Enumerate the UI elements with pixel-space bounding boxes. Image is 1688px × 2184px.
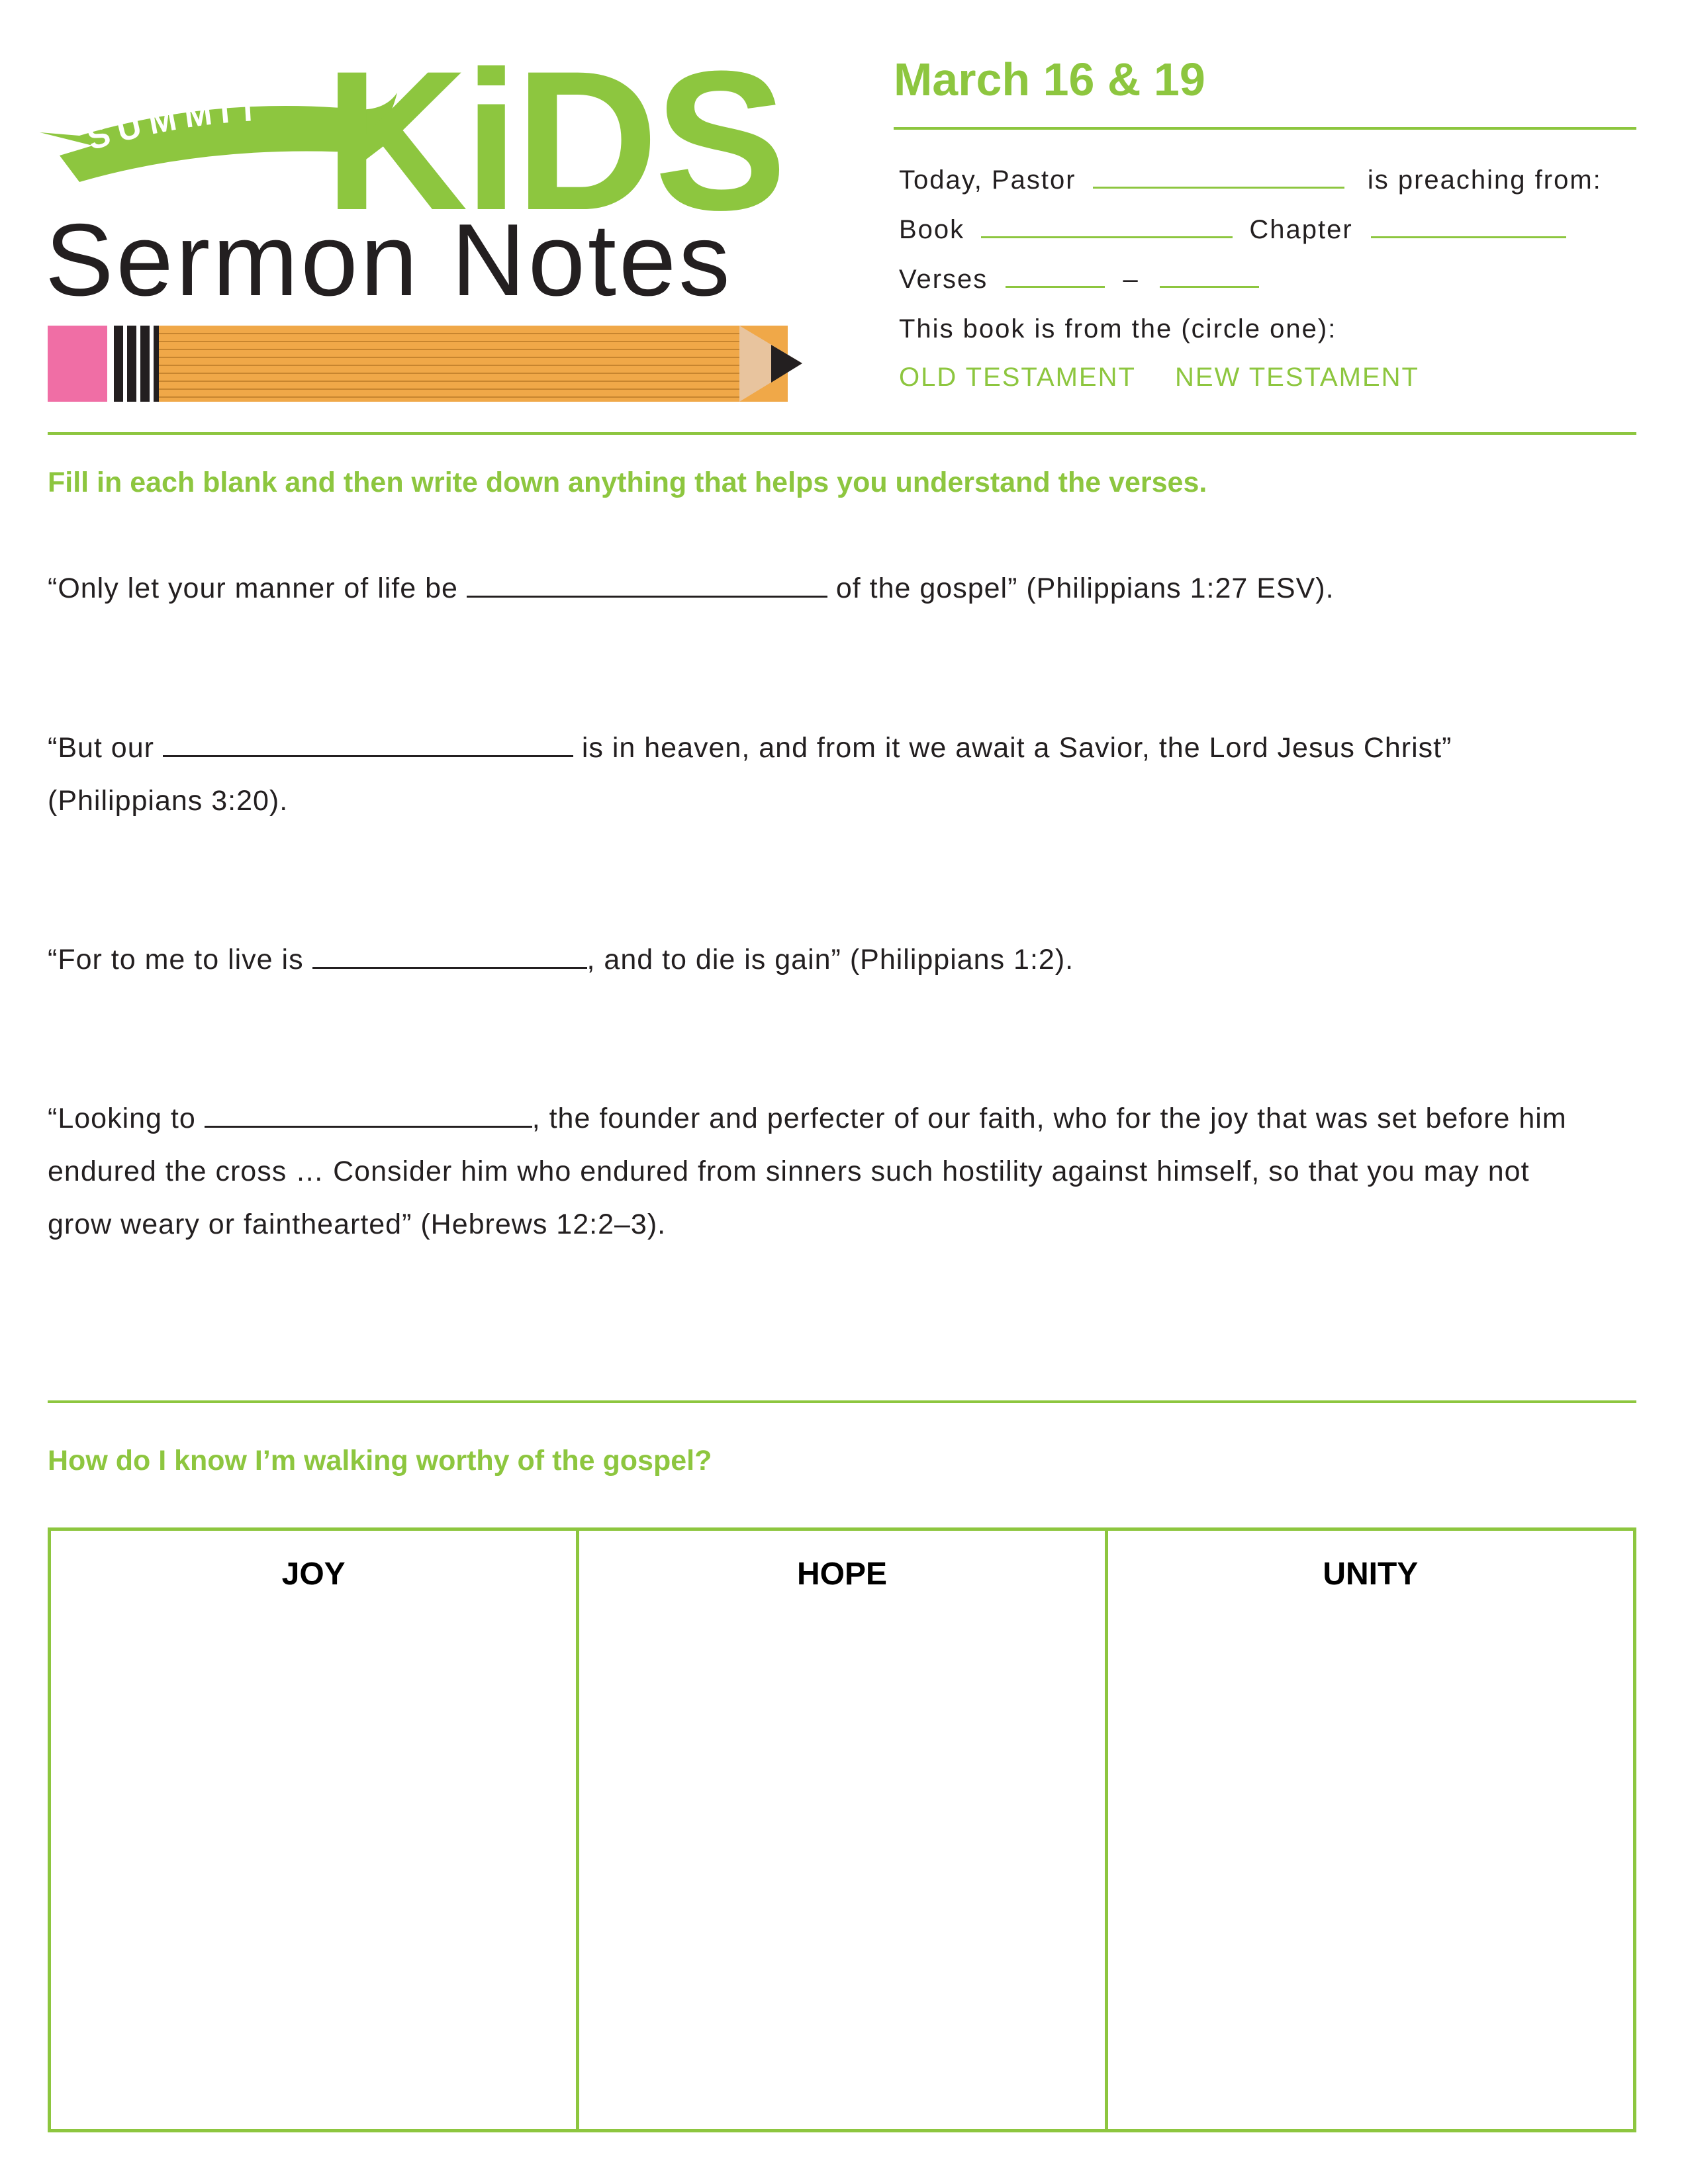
verse-end-blank[interactable] [1160, 267, 1259, 288]
summit-text: SUMMIT [83, 90, 267, 158]
pastor-suffix: is preaching from: [1367, 165, 1602, 195]
reflection-question: How do I know I’m walking worthy of the gospel? [48, 1445, 712, 1477]
verse-start-blank[interactable] [1006, 267, 1105, 288]
chapter-blank[interactable] [1371, 218, 1566, 238]
header-divider [894, 127, 1636, 130]
sermon-notes-title: Sermon Notes [45, 203, 733, 317]
book-blank[interactable] [981, 218, 1233, 238]
verse-4-after: , the founder and perfecter of our faith, who for the joy that was set before him endured the cross … Consider him who endured from sinners such hostility against himself, so that you may not grow weary or fainthearted” (Hebrews 12:2–3). [48, 1103, 1567, 1240]
unity-heading: UNITY [1323, 1557, 1419, 1592]
hope-writing-area[interactable] [579, 1610, 1104, 2129]
unity-writing-area[interactable] [1108, 1610, 1633, 2129]
old-testament-option[interactable]: OLD TESTAMENT [899, 363, 1136, 392]
verse-4-blank[interactable] [205, 1103, 532, 1128]
chapter-label: Chapter [1249, 215, 1353, 244]
verse-3-before: “For to me to live is [48, 944, 312, 976]
verse-3-after: , and to die is gain” (Philippians 1:2). [586, 944, 1074, 976]
joy-column [51, 1531, 579, 2129]
verse-2-before: “But our [48, 732, 163, 764]
sermon-date: March 16 & 19 [894, 54, 1205, 105]
verses-label: Verses [899, 265, 988, 294]
book-label: Book [899, 215, 965, 244]
new-testament-option[interactable]: NEW TESTAMENT [1175, 363, 1419, 392]
hope-column [579, 1531, 1107, 2129]
hope-heading: HOPE [796, 1557, 887, 1592]
joy-writing-area[interactable] [51, 1610, 576, 2129]
verse-2 [48, 721, 1597, 827]
pencil-icon [48, 326, 802, 402]
verse-1-after: of the gospel” (Philippians 1:27 ESV). [827, 572, 1335, 604]
joy-heading: JOY [281, 1557, 346, 1592]
book-chapter-line [899, 215, 1566, 245]
verse-3-blank[interactable] [312, 944, 587, 969]
verse-1 [48, 562, 1597, 615]
section-divider-bottom [48, 1400, 1636, 1403]
kids-wordmark: KiDS [324, 29, 783, 251]
verse-3 [48, 933, 1597, 986]
verse-1-before: “Only let your manner of life be [48, 572, 467, 604]
pastor-name-blank[interactable] [1093, 168, 1344, 189]
section-divider-top [48, 432, 1636, 435]
verse-1-blank[interactable] [467, 573, 827, 598]
verse-2-blank[interactable] [163, 733, 573, 757]
circle-prompt: This book is from the (circle one): [899, 314, 1337, 343]
verses-dash: – [1123, 265, 1139, 294]
unity-column [1108, 1531, 1633, 2129]
verses-line [899, 265, 1259, 295]
verse-4 [48, 1092, 1597, 1251]
instructions: Fill in each blank and then write down anything that helps you understand the verses. [48, 467, 1207, 498]
reflection-grid [48, 1527, 1636, 2132]
pastor-prefix: Today, Pastor [899, 165, 1076, 195]
pastor-line [899, 165, 1602, 195]
verse-4-before: “Looking to [48, 1103, 205, 1134]
verse-2-after: is in heaven, and from it we await a Savior, the Lord Jesus Christ” (Philippians 3:20). [48, 732, 1452, 817]
